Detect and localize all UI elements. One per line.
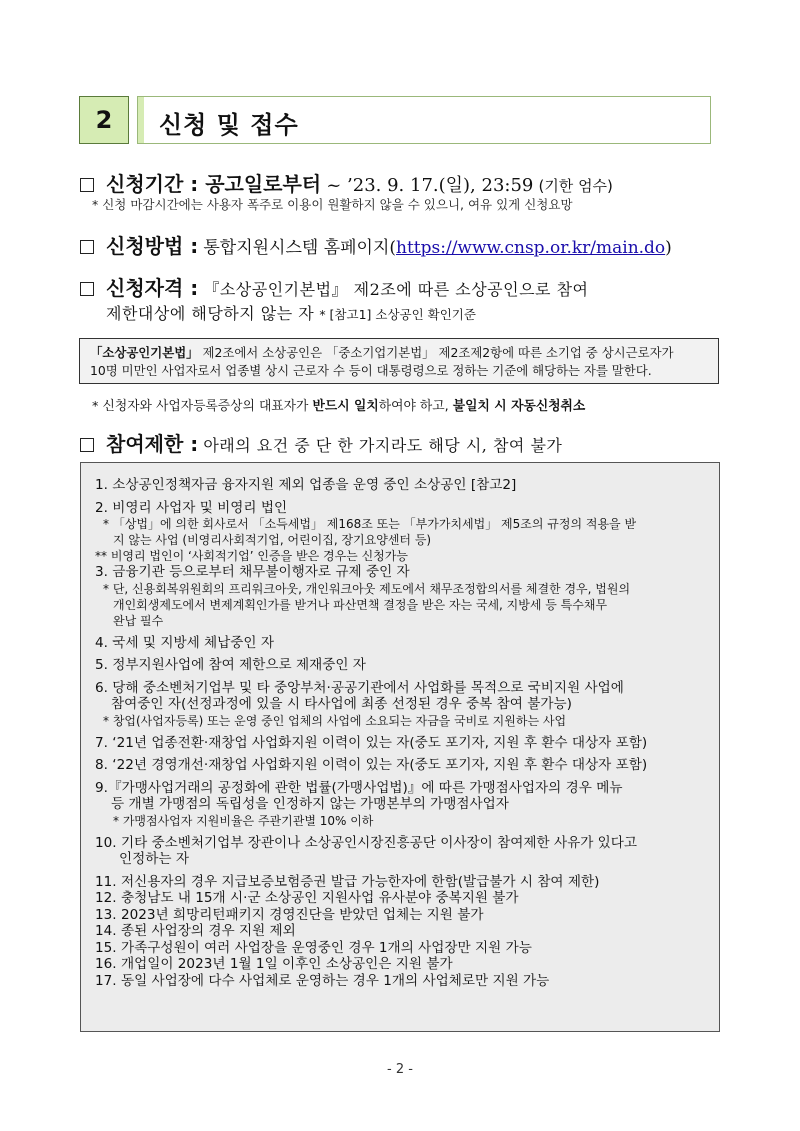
list-item: 4. 국세 및 지방세 체납중인 자 (95, 634, 275, 651)
list-subnote: 개인회생제도에서 변제계획인가를 받거나 파산면책 결정을 받은 자는 국세, 지방세 등 특수채무 (113, 597, 608, 612)
checkbox-square-icon (80, 240, 94, 254)
period-value: ~ ’23. 9. 17.(일), 23:59 (326, 175, 534, 196)
list-subnote: ** 비영리 법인이 ‘사회적기업’ 인증을 받은 경우는 신청가능 (95, 549, 408, 563)
list-subnote: 지 않는 사업 (비영리사회적기업, 어린이집, 장기요양센터 등) (113, 533, 432, 547)
list-item: 2. 비영리 사업자 및 비영리 법인 (95, 499, 288, 516)
list-item: 7. ‘21년 업종전환·재창업 사업화지원 이력이 있는 자(중도 포기자, 지원 후 환수 대상자 포함) (95, 734, 648, 751)
period-line (80, 168, 613, 197)
list-item: 3. 금융기관 등으로부터 채무불이행자로 규제 중인 자 (95, 564, 410, 580)
restriction-label: 참여제한 : (106, 432, 199, 456)
list-item: 14. 종된 사업장의 경우 지원 제외 (95, 923, 296, 939)
restriction-text: 아래의 요건 중 단 한 가지라도 해당 시, 참여 불가 (203, 436, 563, 455)
eligibility-line2: 제한대상에 해당하지 않는 자 (106, 304, 315, 323)
note-part-b: 반드시 일치 (312, 399, 379, 414)
list-item: 1. 소상공인정책자금 융자지원 제외 업종을 운영 중인 소상공인 [참고2] (95, 477, 517, 493)
definition-line1: 제2조에서 소상공인은 「중소기업기본법」 제2조제2항에 따른 소기업 중 상시근로자가 (198, 345, 674, 360)
list-item: 10. 기타 중소벤처기업부 장관이나 소상공인시장진흥공단 이사장이 참여제한 사유가 있다고 (95, 834, 638, 851)
list-subnote: * 가맹점사업자 지원비율은 주관기관별 10% 이하 (113, 813, 374, 828)
period-label: 신청기간 : 공고일로부터 (106, 172, 322, 196)
method-text: 통합지원시스템 홈페이지( (203, 238, 397, 258)
checkbox-square-icon (80, 438, 94, 452)
eligibility-note (92, 395, 585, 414)
section-number: 2 (79, 96, 129, 144)
list-subnote: * 단, 신용회복위원회의 프리워크아웃, 개인워크아웃 제도에서 채무조정합의서를 체결한 경우, 법원의 (103, 581, 631, 596)
definition-line2: 10명 미만인 사업자로서 업종별 상시 근로자 수 등이 대통령령으로 정하는 기준에 해당하는 자를 말한다. (90, 363, 652, 378)
method-close: ) (665, 238, 672, 258)
list-item: 13. 2023년 희망리턴패키지 경영진단을 받았던 업체는 지원 불가 (95, 906, 484, 923)
list-item-cont: 인정하는 자 (119, 851, 189, 867)
eligibility-cont (106, 301, 476, 324)
list-subnote: 완납 필수 (113, 613, 164, 628)
definition-box (79, 338, 719, 384)
period-suffix: (기한 엄수) (538, 177, 613, 195)
eligibility-ref: * [참고1] 소상공인 확인기준 (319, 307, 476, 322)
restriction-line (80, 428, 562, 457)
section-title: 신청 및 접수 (159, 111, 299, 139)
method-label: 신청방법 : (106, 234, 199, 258)
list-item: 5. 정부지원사업에 참여 제한으로 제재중인 자 (95, 657, 366, 673)
method-url-link[interactable]: https://www.cnsp.or.kr/main.do (396, 238, 666, 258)
eligibility-line1: 『소상공인기본법』 제2조에 따른 소상공인으로 참여 (203, 280, 589, 299)
list-item: 17. 동일 사업장에 다수 사업체로 운영하는 경우 1개의 사업체로만 지원 가능 (95, 972, 550, 989)
list-item: 12. 충청남도 내 15개 시·군 소상공인 지원사업 유사분야 중복지원 불가 (95, 890, 519, 906)
page-number: - 2 - (387, 1062, 413, 1077)
note-part-a: * 신청자와 사업자등록증상의 대표자가 (92, 399, 313, 414)
period-note: * 신청 마감시간에는 사용자 폭주로 이용이 원활하지 않을 수 있으니, 여유 있게 신청요망 (92, 197, 573, 212)
list-item: 6. 당해 중소벤처기업부 및 타 중앙부처·공공기관에서 사업화를 목적으로 국비지원 사업에 (95, 679, 624, 696)
checkbox-square-icon (80, 282, 94, 296)
restriction-list (80, 462, 720, 1032)
list-subnote: * 「상법」에 의한 회사로서 「소득세법」 제168조 또는 「부가가치세법」 제5조의 규정의 적용을 받 (103, 517, 637, 531)
note-part-c: 하여야 하고, (378, 399, 453, 414)
section-title-box (137, 96, 711, 144)
note-part-d: 불일치 시 자동신청취소 (452, 399, 586, 414)
definition-bold: 「소상공인기본법」 (90, 345, 199, 360)
list-item: 16. 개업일이 2023년 1월 1일 이후인 소상공인은 지원 불가 (95, 956, 453, 972)
list-subnote: * 창업(사업자등록) 또는 운영 중인 업체의 사업에 소요되는 자금을 국비로 지원하는 사업 (103, 713, 567, 728)
list-item: 8. ‘22년 경영개선·재창업 사업화지원 이력이 있는 자(중도 포기자, 지원 후 환수 대상자 포함) (95, 757, 648, 773)
checkbox-square-icon (80, 178, 94, 192)
eligibility-line (80, 272, 589, 301)
list-item: 15. 가족구성원이 여러 사업장을 운영중인 경우 1개의 사업장만 지원 가능 (95, 939, 532, 956)
list-item-cont: 등 개별 가맹점의 독립성을 인정하지 않는 가맹본부의 가맹점사업자 (111, 796, 509, 812)
method-line (80, 230, 672, 259)
list-item: 11. 저신용자의 경우 지급보증보험증권 발급 가능한자에 한함(발급불가 시 참여 제한) (95, 873, 600, 890)
list-item: 9.『가맹사업거래의 공정화에 관한 법률(가맹사업법)』에 따른 가맹점사업자의 경우 메뉴 (95, 779, 623, 796)
list-item-cont: 참여중인 자(선정과정에 있을 시 타사업에 최종 선정된 경우 중복 참여 불가능) (111, 696, 572, 712)
eligibility-label: 신청자격 : (106, 276, 199, 300)
